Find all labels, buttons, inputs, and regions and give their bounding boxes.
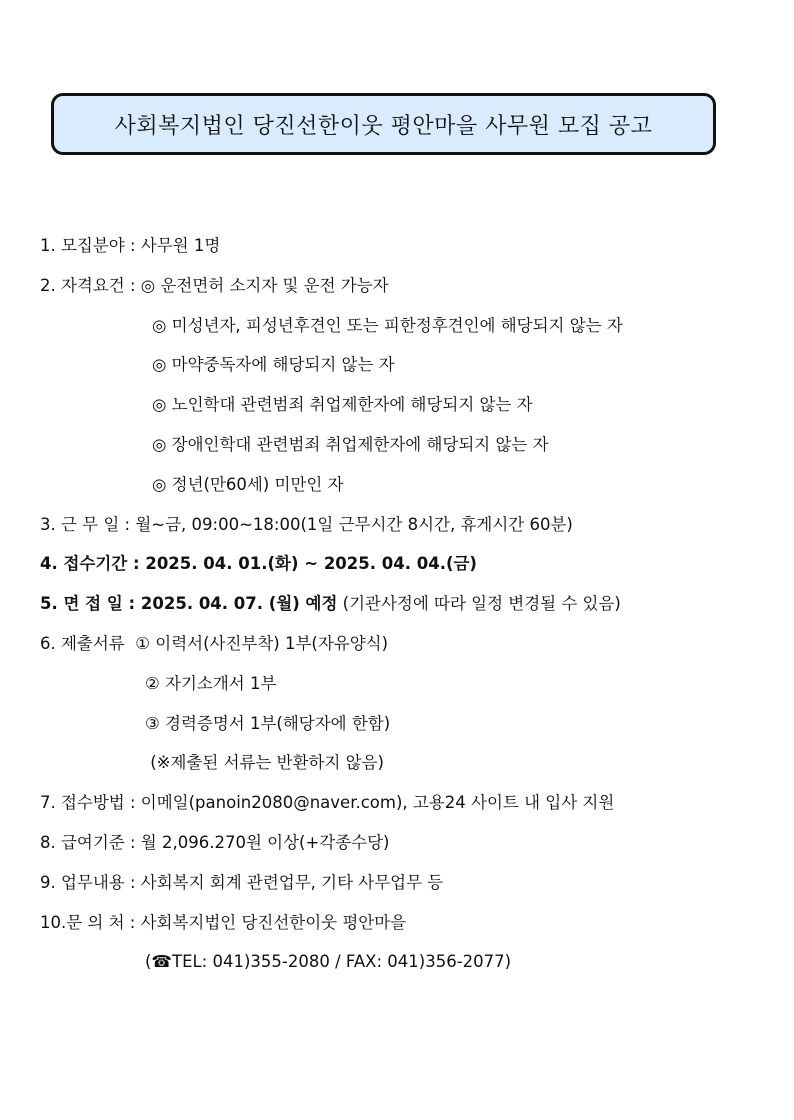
item-duties — [40, 863, 760, 903]
document: ② 자기소개서 1부 — [145, 673, 277, 693]
qualification: ◎ 운전면허 소지자 및 운전 가능자 — [140, 275, 389, 295]
item-label: 4. 접수기간 : — [40, 554, 146, 574]
document: ③ 경력증명서 1부(해당자에 한함) — [145, 713, 391, 733]
item-contact — [40, 903, 760, 943]
item-label: 5. 면 접 일 : — [40, 594, 141, 614]
qualification: ◎ 미성년자, 피성년후견인 또는 피한정후견인에 해당되지 않는 자 — [152, 315, 623, 335]
item-salary — [40, 823, 760, 863]
item-label: 1. 모집분야 : — [40, 236, 141, 255]
qualification: ◎ 장애인학대 관련범죄 취업제한자에 해당되지 않는 자 — [152, 434, 549, 454]
item-value: 2025. 04. 07. (월) 예정 — [140, 594, 338, 614]
item-label: 7. 접수방법 : — [40, 793, 141, 813]
item-value: 월 2,096.270원 이상(+각종수당) — [140, 832, 390, 852]
item-value: 이메일(panoin2080@naver.com), 고용24 사이트 내 입사 지원 — [140, 793, 615, 813]
contact-phone-fax: (☎TEL: 041)355-2080 / FAX: 041)356-2077) — [145, 952, 512, 972]
item-recruit-field — [40, 226, 760, 266]
item-qualifications — [40, 266, 760, 306]
document-note: (※제출된 서류는 반환하지 않음) — [145, 753, 384, 773]
item-label: 10.문 의 처 : — [40, 912, 141, 932]
item-value: 사회복지 회계 관련업무, 기타 사무업무 등 — [140, 872, 444, 892]
document: ① 이력서(사진부착) 1부(자유양식) — [135, 633, 389, 653]
item-label: 3. 근 무 일 : — [40, 514, 136, 534]
notice-title: 사회복지법인 당진선한이웃 평안마을 사무원 모집 공고 — [114, 113, 653, 139]
notice-title-box — [51, 93, 716, 155]
item-label: 8. 급여기준 : — [40, 832, 141, 852]
qualification: ◎ 마약중독자에 해당되지 않는 자 — [152, 355, 395, 375]
item-value: 2025. 04. 01.(화) ~ 2025. 04. 04.(금) — [145, 554, 477, 574]
item-label: 2. 자격요건 : — [40, 275, 141, 295]
item-documents — [40, 624, 760, 664]
item-work-days — [40, 505, 760, 545]
item-label: 9. 업무내용 : — [40, 872, 141, 892]
item-value: 월~금, 09:00~18:00(1일 근무시간 8시간, 휴게시간 60분) — [135, 514, 573, 534]
notice-body — [40, 226, 760, 982]
qualification: ◎ 노인학대 관련범죄 취업제한자에 해당되지 않는 자 — [152, 395, 533, 415]
item-value: 사무원 1명 — [140, 236, 221, 255]
item-application-method — [40, 783, 760, 823]
item-value: 사회복지법인 당진선한이웃 평안마을 — [140, 912, 407, 932]
item-note: (기관사정에 따라 일정 변경될 수 있음) — [337, 594, 621, 614]
item-interview-date — [40, 584, 760, 624]
item-label: 6. 제출서류 — [40, 633, 136, 653]
item-application-period — [40, 544, 760, 584]
qualification: ◎ 정년(만60세) 미만인 자 — [152, 474, 344, 494]
